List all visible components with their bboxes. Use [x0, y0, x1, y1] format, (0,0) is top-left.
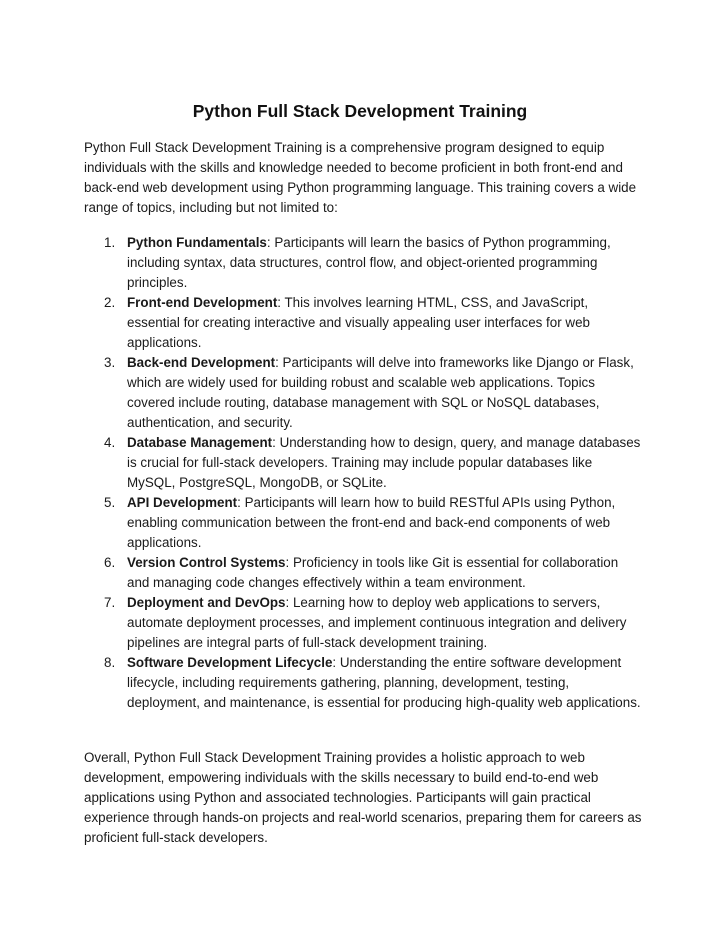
list-item-text: : Learning how to deploy web applications to servers, automate deployment processes, and implement continuous integration and delivery pipelines are integral parts of full-stack development training. — [127, 595, 627, 650]
conclusion-paragraph: Overall, Python Full Stack Development Training provides a holistic approach to web development, empowering individuals with the skills necessary to build end-to-end web applications using Python and associated technologies. Participants will gain practical experience through hands-on projects and real-world scenarios, preparing them for careers as proficient full-stack developers. — [84, 750, 642, 845]
list-item — [84, 493, 644, 553]
list-item-title: Database Management — [127, 435, 273, 450]
list-item-number: 3. — [104, 355, 116, 370]
list-item — [84, 433, 644, 493]
list-item-text: : Participants will delve into frameworks like Django or Flask, which are widely used for building robust and scalable web applications. Topics covered include routing, database management with SQL or NoSQL databases, authentication, and security. — [127, 355, 634, 430]
intro-paragraph: Python Full Stack Development Training is a comprehensive program designed to equip individuals with the skills and knowledge needed to become proficient in both front-end and back-end web development using Python programming language. This training covers a wide range of topics, including but not limited to: — [84, 140, 637, 215]
list-item-text: : This involves learning HTML, CSS, and JavaScript, essential for creating interactive and visually appealing user interfaces for web applications. — [127, 295, 590, 350]
topics-list — [84, 233, 644, 713]
list-item-number: 7. — [104, 595, 116, 610]
list-item-text: : Proficiency in tools like Git is essential for collaboration and managing code changes effectively within a team environment. — [127, 555, 619, 590]
list-item-title: Back-end Development — [127, 355, 276, 370]
list-item-number: 8. — [104, 655, 116, 670]
list-item — [84, 653, 644, 713]
list-item-number: 6. — [104, 555, 116, 570]
list-item-text: : Understanding the entire software development lifecycle, including requirements gathering, planning, development, testing, deployment, and maintenance, is essential for producing high-quality web applications. — [127, 655, 641, 710]
list-item-title: Deployment and DevOps — [127, 595, 286, 610]
document-title: Python Full Stack Development Training — [192, 101, 528, 121]
list-item-title: Software Development Lifecycle — [127, 655, 333, 670]
list-item-title: API Development — [127, 495, 238, 510]
list-item-title: Version Control Systems — [127, 555, 286, 570]
list-item — [84, 293, 644, 353]
list-item-title: Python Fundamentals — [127, 235, 267, 250]
list-item — [84, 553, 644, 593]
list-item-text: : Participants will learn the basics of Python programming, including syntax, data structures, control flow, and object-oriented programming principles. — [127, 235, 611, 290]
list-item-number: 4. — [104, 435, 116, 450]
list-item-title: Front-end Development — [127, 295, 278, 310]
list-item-number: 2. — [104, 295, 116, 310]
list-item-number: 1. — [104, 235, 116, 250]
list-item — [84, 593, 644, 653]
list-item-text: : Understanding how to design, query, and manage databases is crucial for full-stack developers. Training may include popular databases like MySQL, PostgreSQL, MongoDB, or SQLite. — [127, 435, 641, 490]
list-item-number: 5. — [104, 495, 116, 510]
list-item — [84, 233, 644, 293]
list-item — [84, 353, 644, 433]
list-item-text: : Participants will learn how to build RESTful APIs using Python, enabling communication between the front-end and back-end components of web applications. — [127, 495, 616, 550]
